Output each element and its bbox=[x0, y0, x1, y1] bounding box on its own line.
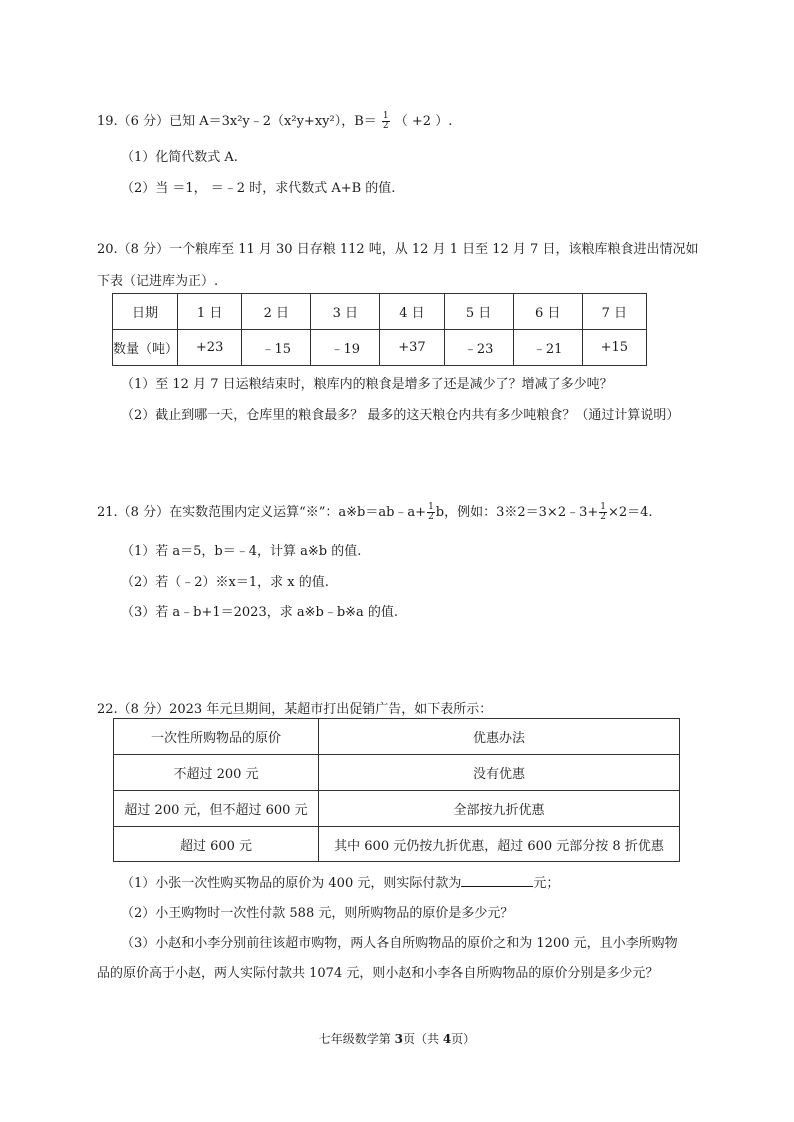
q22-part-1 bbox=[121, 872, 559, 891]
table-cell: ﹣19 bbox=[311, 330, 380, 366]
q21-part-2: （2）若（﹣2）※x＝1，求 x 的值. bbox=[121, 575, 329, 590]
q20-stem-line-2: 下表（记进库为正）. bbox=[97, 274, 219, 289]
table-cell: 2 日 bbox=[242, 294, 311, 330]
q22-part-1-text: （1）小张一次性购买物品的原价为 400 元，则实际付款为 bbox=[121, 876, 462, 891]
q21-part-1: （1）若 a＝5，b＝﹣4，计算 a※b 的值. bbox=[121, 544, 362, 559]
table-cell: 全部按九折优惠 bbox=[319, 791, 680, 827]
q19-head: 19.（6 分）已知 bbox=[97, 114, 196, 129]
q20-grain-table bbox=[112, 293, 647, 366]
footer-page-number: 3 bbox=[394, 1032, 403, 1046]
q21-frac2-num: 1 bbox=[600, 502, 606, 512]
table-cell: 6 日 bbox=[513, 294, 582, 330]
q19-fraction bbox=[382, 112, 390, 131]
q22-part-3-line-2: 品的原价高于小赵，两人实际付款共 1074 元，则小赵和小李各自所购物品的原价分别是多少元？ bbox=[97, 966, 659, 981]
table-row bbox=[114, 827, 680, 862]
q21-fraction-2 bbox=[599, 503, 607, 522]
table-cell: ﹣23 bbox=[444, 330, 513, 366]
table-cell: 数量（吨） bbox=[113, 330, 178, 366]
q21-tail: ×2＝4. bbox=[608, 505, 653, 520]
q19-frac-num: 1 bbox=[382, 111, 389, 121]
q22-part-3-line-1: （3）小赵和小李分别前往该超市购物，两人各自所购物品的原价之和为 1200 元，且小李所购物 bbox=[121, 936, 678, 951]
q19-part-2: （2）当 ＝1， ＝﹣2 时，求代数式 A+B 的值. bbox=[121, 181, 396, 196]
q20-part-1: （1）至 12 月 7 日运粮结束时，粮库内的粮食是增多了还是减少了？增减了多少吨？ bbox=[121, 377, 613, 392]
page-footer bbox=[0, 1030, 794, 1047]
q19-part-1: （1）化简代数式 A. bbox=[121, 150, 238, 165]
table-cell: 其中 600 元仍按九折优惠，超过 600 元部分按 8 折优惠 bbox=[319, 827, 680, 862]
table-cell: 5 日 bbox=[444, 294, 513, 330]
q21-mid: b，例如：3※2＝3×2﹣3+ bbox=[435, 505, 599, 520]
q21-head: 21.（8 分）在实数范围内定义运算“※”：a※b＝ab﹣a+ bbox=[97, 505, 427, 520]
table-cell: 超过 200 元，但不超过 600 元 bbox=[114, 791, 319, 827]
table-cell: 7 日 bbox=[582, 294, 646, 330]
q22-stem: 22.（8 分）2023 年元旦期间，某超市打出促销广告，如下表所示： bbox=[97, 702, 493, 717]
table-cell: 1 日 bbox=[178, 294, 242, 330]
table-header-row bbox=[113, 294, 647, 330]
q21-frac2-den: 2 bbox=[600, 512, 606, 522]
table-cell: +23 bbox=[178, 330, 242, 366]
footer-post: 页） bbox=[451, 1032, 476, 1046]
q19-frac-den: 2 bbox=[382, 121, 389, 131]
q19-formula-a: A＝3x²y﹣2（x²y+xy²），B＝ bbox=[199, 114, 377, 129]
q19-stem bbox=[97, 110, 452, 131]
table-row bbox=[113, 330, 647, 366]
q21-frac1-num: 1 bbox=[428, 502, 434, 512]
table-cell: 优惠办法 bbox=[319, 719, 680, 755]
answer-blank[interactable] bbox=[461, 874, 533, 887]
q22-part-1-unit: 元； bbox=[533, 876, 560, 891]
table-cell: +37 bbox=[380, 330, 444, 366]
q21-fraction-1 bbox=[427, 503, 435, 522]
table-cell: 日期 bbox=[113, 294, 178, 330]
table-cell: 没有优惠 bbox=[319, 755, 680, 791]
q20-stem-line-1: 20.（8 分）一个粮库至 11 月 30 日存粮 112 吨，从 12 月 1 日至 12 月 7 日，该粮库粮食进出情况如 bbox=[97, 242, 699, 257]
table-header-row bbox=[114, 719, 680, 755]
table-cell: ﹣15 bbox=[242, 330, 311, 366]
footer-total-pages: 4 bbox=[442, 1032, 452, 1046]
q21-frac1-den: 2 bbox=[428, 512, 434, 522]
q21-part-3: （3）若 a﹣b+1＝2023，求 a※b﹣b※a 的值. bbox=[121, 605, 399, 620]
table-cell: 一次性所购物品的原价 bbox=[114, 719, 319, 755]
table-cell: ﹣21 bbox=[513, 330, 582, 366]
q22-discount-table bbox=[113, 718, 680, 862]
table-row bbox=[114, 755, 680, 791]
table-cell: 4 日 bbox=[380, 294, 444, 330]
q20-part-2: （2）截止到哪一天，仓库里的粮食最多？ 最多的这天粮仓内共有多少吨粮食？（通过计算说明） bbox=[121, 408, 680, 423]
table-cell: 超过 600 元 bbox=[114, 827, 319, 862]
footer-pre: 七年级数学第 bbox=[318, 1032, 395, 1046]
table-row bbox=[114, 791, 680, 827]
footer-mid: 页（共 bbox=[402, 1032, 443, 1046]
table-cell: 3 日 bbox=[311, 294, 380, 330]
table-cell: 不超过 200 元 bbox=[114, 755, 319, 791]
q21-stem bbox=[97, 501, 653, 522]
q22-part-2: （2）小王购物时一次性付款 588 元，则所购物品的原价是多少元？ bbox=[121, 906, 514, 921]
q19-formula-b-tail: （ +2 ）. bbox=[394, 114, 453, 129]
table-cell: +15 bbox=[582, 330, 646, 366]
